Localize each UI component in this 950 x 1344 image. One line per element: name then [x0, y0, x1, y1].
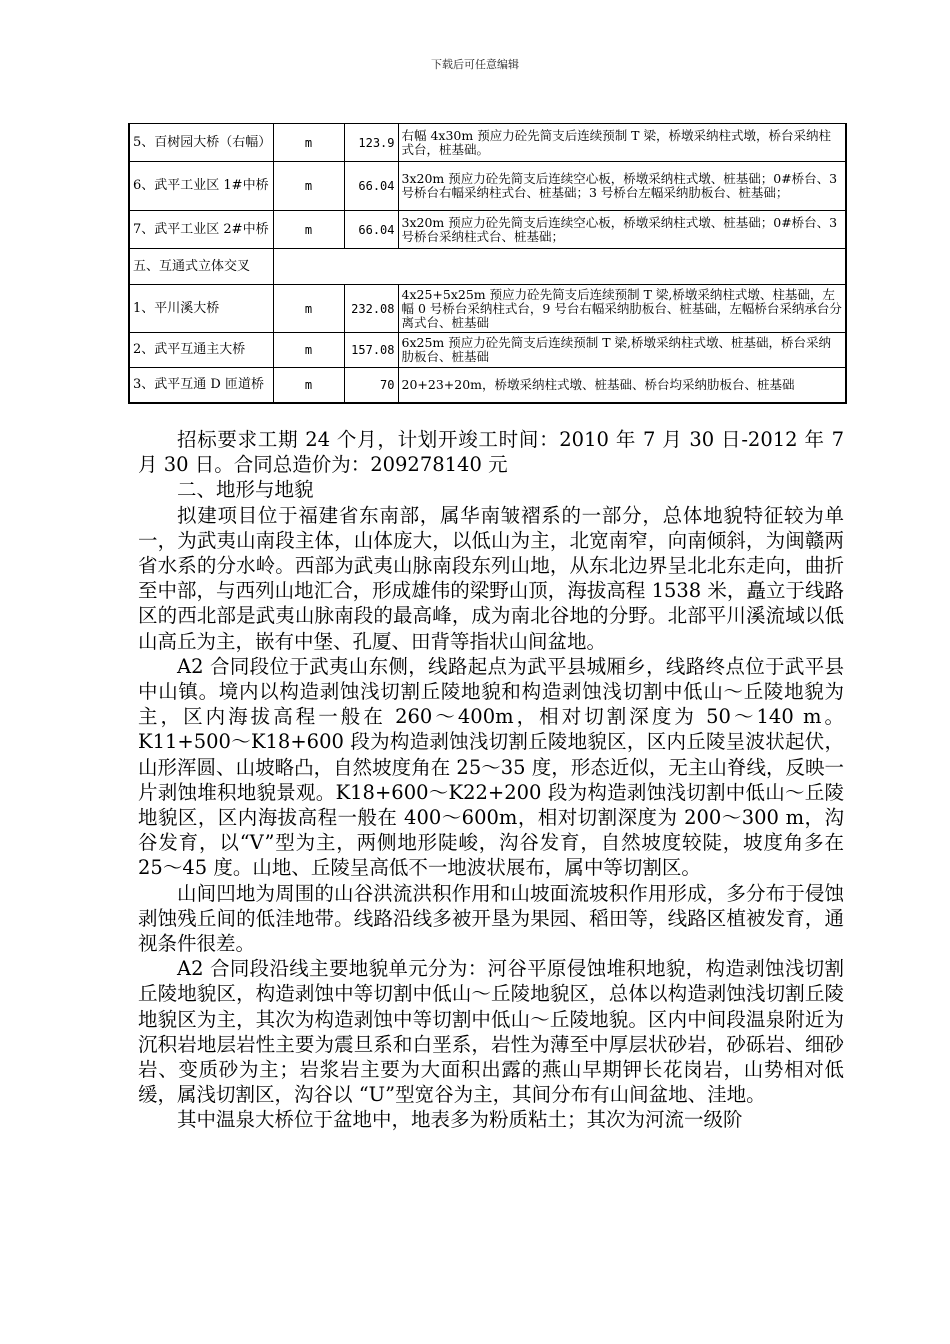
quantity: 123.9: [344, 124, 398, 162]
table-section-row: [129, 249, 846, 285]
download-note: 下载后可任意编辑: [431, 58, 519, 71]
description: 右幅 4x30m 预应力砼先简支后连续预制 T 梁，桥墩采纳柱式墩，桥台采纳柱式台，桩基础。: [398, 124, 846, 162]
bridge-name: 6、武平工业区 1#中桥: [129, 162, 273, 211]
table-row: [129, 124, 846, 162]
unit: m: [273, 368, 344, 403]
unit: m: [273, 211, 344, 249]
table-row: [129, 162, 846, 211]
quantity: 232.08: [344, 285, 398, 333]
paragraph: 其中温泉大桥位于盆地中，地表多为粉质粘土；其次为河流一级阶: [177, 1108, 743, 1132]
body-text: [138, 427, 844, 1133]
unit: m: [273, 285, 344, 333]
section-heading: 二、地形与地貌: [177, 478, 314, 502]
paragraph: A2 合同段位于武夷山东侧，线路起点为武平县城厢乡，线路终点位于武平县中山镇。境内以构造剥蚀浅切割丘陵地貌和构造剥蚀浅切割中低山～丘陵地貌为主，区内海拔高程一般在 260～400m，相对切割深度为 50～140 m。K11+500～K18+600 段为构造剥蚀浅切割丘陵地貌区，区内丘陵呈波状起伏，山形浑圆、山坡略凸，自然坡度角在 25～35 度，形态近似，无主山脊线，反映一片剥蚀堆积地貌景观。K18+600～K22+200 段为构造剥蚀浅切割中低山～丘陵地貌区，区内海拔高程一般在 400～600m，相对切割深度为 200～300 m，沟谷发育，以“V”型为主，两侧地形陡峻，沟谷发育，自然坡度较陡，坡度角多在 25～45 度。山地、丘陵呈高低不一地波状展布，属中等切割区。: [138, 654, 844, 880]
table-row: [129, 285, 846, 333]
bridge-name: 5、百树园大桥（右幅）: [129, 124, 273, 162]
section-title: 五、互通式立体交叉: [129, 249, 273, 285]
paragraph: 拟建项目位于福建省东南部，属华南皱褶系的一部分，总体地貌特征较为单一，为武夷山南段主体，山体庞大，以低山为主，北宽南窄，向南倾斜，为闽赣两省水系的分水岭。西部为武夷山脉南段东列山地，从东北边界呈北北东走向，曲折至中部，与西列山地汇合，形成雄伟的梁野山顶，海拔高程 1538 米，矗立于线路区的西北部是武夷山脉南段的最高峰，成为南北谷地的分野。北部平川溪流域以低山高丘为主，嵌有中堡、孔厦、田背等指状山间盆地。: [138, 503, 844, 653]
bridge-name: 3、武平互通 D 匝道桥: [129, 368, 273, 403]
schedule-paragraph: 招标要求工期 24 个月，计划开竣工时间：2010 年 7 月 30 日-2012 年 7 月 30 日。合同总造价为：209278140 元: [138, 428, 844, 477]
section-empty-cell: [273, 249, 846, 285]
paragraph: 山间凹地为周围的山谷洪流洪积作用和山坡面流坡积作用形成，多分布于侵蚀剥蚀残丘间的低洼地带。线路沿线多被开垦为果园、稻田等，线路区植被发育，通视条件很差。: [138, 881, 844, 956]
quantity: 66.04: [344, 211, 398, 249]
bridge-name: 2、武平互通主大桥: [129, 333, 273, 368]
description: 4x25+5x25m 预应力砼先简支后连续预制 T 梁,桥墩采纳柱式墩、柱基础，左幅 0 号桥台采纳柱式台，9 号台右幅采纳肋板台、桩基础，左幅桥台采纳承台分离式台、桩基础: [398, 285, 846, 333]
table-row: [129, 333, 846, 368]
quantity: 66.04: [344, 162, 398, 211]
unit: m: [273, 162, 344, 211]
quantity: 70: [344, 368, 398, 403]
bridge-name: 1、平川溪大桥: [129, 285, 273, 333]
table-row: [129, 368, 846, 403]
unit: m: [273, 333, 344, 368]
description: 6x25m 预应力砼先简支后连续预制 T 梁,桥墩采纳柱式墩、桩基础，桥台采纳肋板台、桩基础: [398, 333, 846, 368]
description: 3x20m 预应力砼先简支后连续空心板，桥墩采纳柱式墩、桩基础；0#桥台、3 号桥台采纳柱式台、桩基础；: [398, 211, 846, 249]
bridge-name: 7、武平工业区 2#中桥: [129, 211, 273, 249]
table-row: [129, 211, 846, 249]
paragraph: A2 合同段沿线主要地貌单元分为：河谷平原侵蚀堆积地貌，构造剥蚀浅切割丘陵地貌区，构造剥蚀中等切割中低山～丘陵地貌区，总体以构造剥蚀浅切割丘陵地貌区为主，其次为构造剥蚀中等切割中低山～丘陵地貌。区内中间段温泉附近为沉积岩地层岩性主要为震旦系和白垩系，岩性为薄至中厚层状砂岩，砂砾岩、细砂岩、变质砂为主；岩浆岩主要为大面积出露的燕山早期钾长花岗岩，山势相对低缓，属浅切割区，沟谷以 “U”型宽谷为主，其间分布有山间盆地、洼地。: [138, 957, 844, 1107]
bridge-spec-table: [128, 123, 847, 404]
description: 20+23+20m，桥墩采纳柱式墩、桩基础、桥台均采纳肋板台、桩基础: [398, 368, 846, 403]
description: 3x20m 预应力砼先简支后连续空心板，桥墩采纳柱式墩、桩基础；0#桥台、3 号桥台右幅采纳柱式台、桩基础；3 号桥台左幅采纳肋板台、桩基础；: [398, 162, 846, 211]
quantity: 157.08: [344, 333, 398, 368]
unit: m: [273, 124, 344, 162]
